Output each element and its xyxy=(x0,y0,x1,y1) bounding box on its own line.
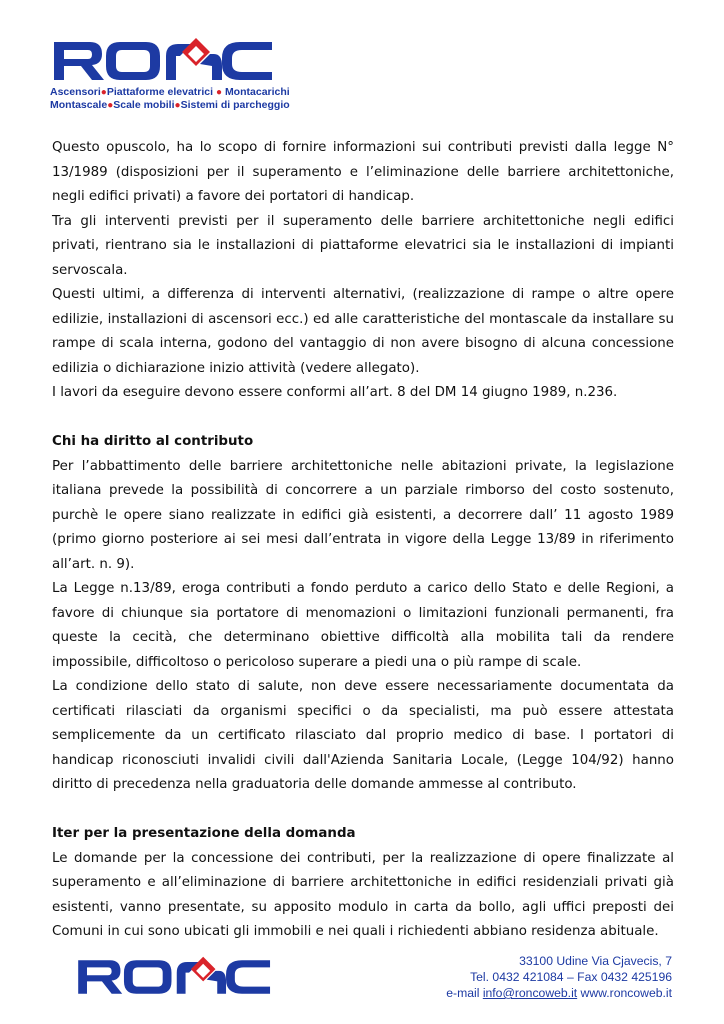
footer-web xyxy=(446,985,672,1001)
intro-paragraph: Questo opuscolo, ha lo scopo di fornire informazioni sui contributi previsti dalla legge N° 13/1989 (disposizioni per il superamento e l’eliminazione delle barriere architettoniche, negli edifici privati) a favore dei portatori di handicap. xyxy=(52,140,674,204)
website-text[interactable]: www.roncoweb.it xyxy=(577,986,672,1000)
ronco-logo-icon xyxy=(50,36,278,86)
email-label: e-mail xyxy=(446,986,483,1000)
document-body xyxy=(52,136,674,945)
brand-tagline-line1: Ascensori●Piattaforme elevatrici ● Montacarichi xyxy=(50,86,290,98)
intro-paragraph: I lavori da eseguire devono essere conformi all’art. 8 del DM 14 giugno 1989, n.236. xyxy=(52,385,618,400)
brand-tagline-line2: Montascale●Scale mobili●Sistemi di parcheggio xyxy=(50,99,290,111)
ronco-footer-logo-icon xyxy=(68,955,282,999)
header-logo xyxy=(50,36,290,112)
eligibility-paragraph: La Legge n.13/89, eroga contributi a fondo perduto a carico dello Stato e delle Regioni, a favore di chiunque sia portatore di menomazioni o limitazioni funzionali permanenti, fra queste la cecità, che determinano obiettive difficoltà alla mobilita tali da rendere impossibile, difficoltoso o pericoloso superare a piedi una o più rampe di scale. xyxy=(52,581,674,670)
footer-logo xyxy=(68,955,282,1003)
footer-address: 33100 Udine Via Cjavecis, 7 xyxy=(519,954,672,968)
footer-phone: Tel. 0432 421084 – Fax 0432 425196 xyxy=(470,970,672,984)
eligibility-paragraph: Per l’abbattimento delle barriere architettoniche nelle abitazioni private, la legislazione italiana prevede la possibilità di concorrere a un parziale rimborso del costo sostenuto, purchè le opere siano realizzate in edifici già esistenti, a decorrere dall’ 11 agosto 1989 (primo giorno posteriore ai sei mesi dall’entrata in vigore della Legge 13/89 in riferimento all’art. n. 9). xyxy=(52,458,674,572)
intro-paragraph: Questi ultimi, a differenza di interventi alternativi, (realizzazione di rampe o altre opere edilizie, installazioni di ascensori ecc.) ed alle caratteristiche del montascale da installare su rampe di scala interna, godono del vantaggio di non avere bisogno di alcuna concessione edilizia o dichiarazione inizio attività (vedere allegato). xyxy=(52,287,674,376)
section-heading-application: Iter per la presentazione della domanda xyxy=(52,826,356,841)
email-link[interactable]: info@roncoweb.it xyxy=(482,986,578,1000)
section-heading-eligibility: Chi ha diritto al contributo xyxy=(52,434,254,449)
application-paragraph: Le domande per la concessione dei contributi, per la realizzazione di opere finalizzate al superamento e all’eliminazione di barriere architettoniche in edifici residenziali privati già esistenti, vanno presentate, su apposito modulo in carta da bollo, agli uffici preposti dei Comuni in cui sono ubicati gli immobili e nei quali i richiedenti abbiano residenza abituale. xyxy=(52,850,674,939)
footer-contact xyxy=(446,953,672,1001)
eligibility-paragraph: La condizione dello stato di salute, non deve essere necessariamente documentata da certificati rilasciati da organismi specifici o da specialisti, ma può essere attestata semplicemente da un certificato rilasciato dal proprio medico di base. I portatori di handicap riconosciuti invalidi civili dall'Azienda Sanitaria Locale, (Legge 104/92) hanno diritto di precedenza nella graduatoria delle domande ammesse al contributo. xyxy=(52,679,674,792)
intro-paragraph: Tra gli interventi previsti per il superamento delle barriere architettoniche negli edifici privati, rientrano sia le installazioni di piattaforme elevatrici sia le installazioni di impianti servoscala. xyxy=(52,213,674,278)
